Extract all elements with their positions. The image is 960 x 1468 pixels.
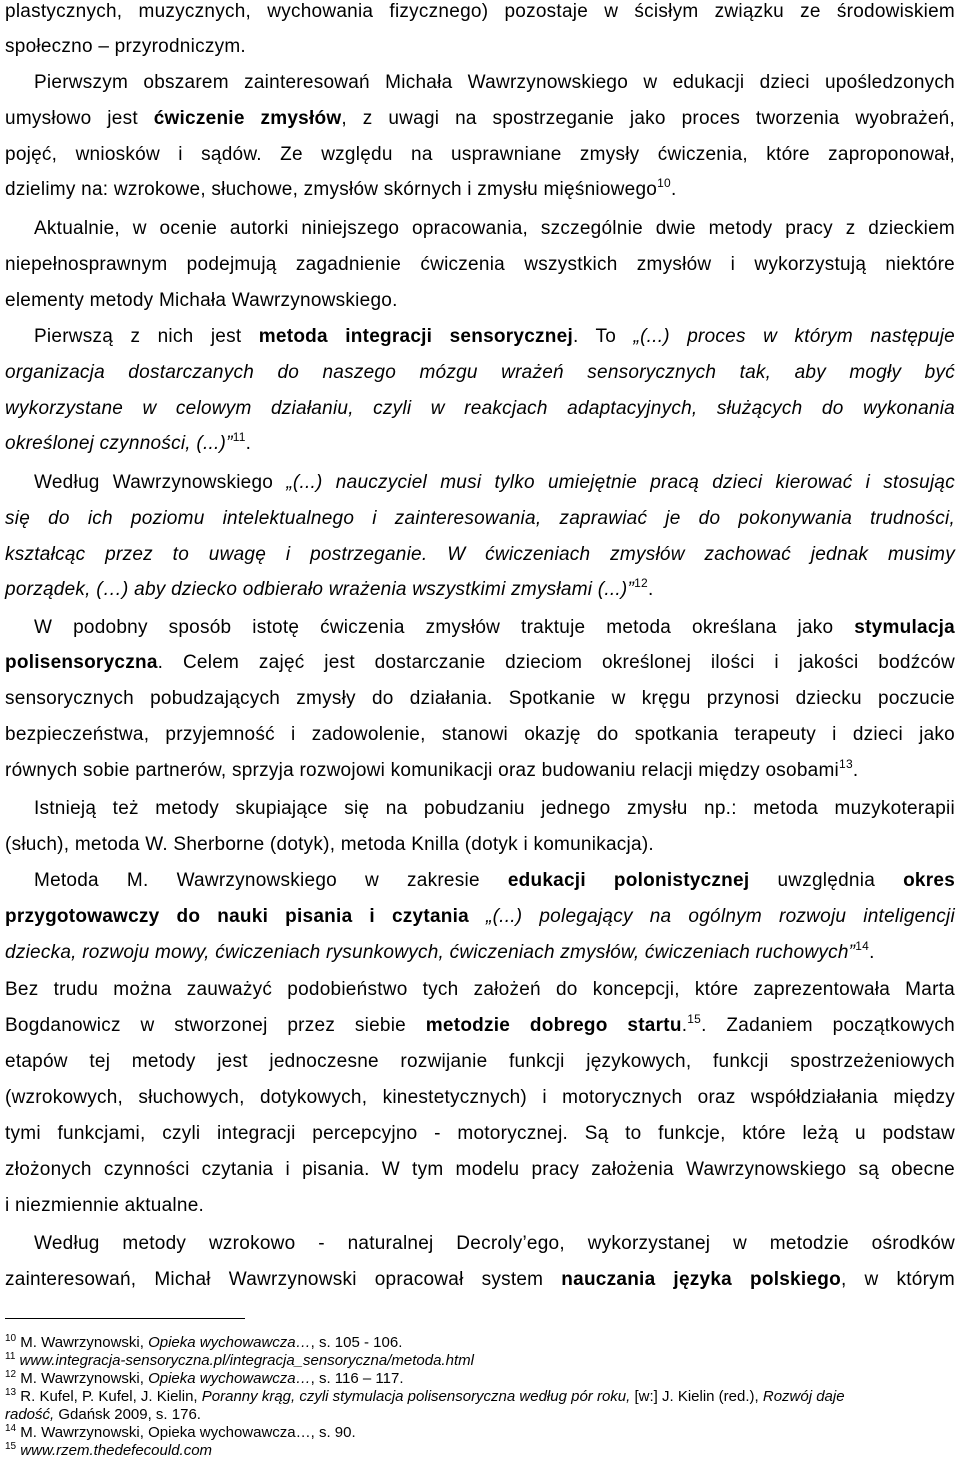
footnote-ref[interactable]: 15 bbox=[687, 1012, 702, 1026]
paragraph-senses-line-4 bbox=[5, 178, 955, 202]
text-run: . bbox=[647, 579, 654, 600]
paragraph-integration-line-1 bbox=[34, 325, 955, 349]
text-run: M. Wawrzynowski, bbox=[16, 1334, 149, 1351]
text-run: złożonych czynności czytania i pisania. W tym modelu pracy założenia Wawrzynowskiego są obecne bbox=[5, 1159, 955, 1180]
paragraph-polish-line-2 bbox=[5, 905, 955, 929]
text-run: [w:] J. Kielin (red.), bbox=[630, 1388, 763, 1405]
text-run: , z uwagi na spostrzeganie jako proces tworzenia wyobrażeń, bbox=[341, 108, 955, 129]
citation-title: Opieka wychowawcza… bbox=[148, 1334, 311, 1351]
footnote-link[interactable]: www.integracja-sensoryczna.pl/integracja_sensoryczna/metoda.html bbox=[15, 1352, 474, 1369]
text-run: (wzrokowych, słuchowych, dotykowych, kinestetycznych) i motorycznych oraz współdziałania między bbox=[5, 1087, 955, 1108]
quote-text: „(...) nauczyciel musi tylko umiejętnie pracą dzieci kierować i stosując bbox=[286, 472, 955, 493]
paragraph-author-line-1 bbox=[34, 217, 955, 241]
paragraph-decroly-line-2 bbox=[5, 1268, 955, 1292]
paragraph-teacher-line-1 bbox=[34, 471, 955, 495]
text-run: R. Kufel, P. Kufel, J. Kielin, bbox=[16, 1388, 202, 1405]
footnote-15 bbox=[5, 1442, 960, 1460]
footnote-ref[interactable]: 13 bbox=[839, 757, 853, 771]
text-run: . Zadaniem początkowych bbox=[701, 1015, 955, 1036]
footnote-ref[interactable]: 10 bbox=[657, 176, 671, 190]
text-run: Ze względu na usprawniane zmysły ćwiczenia, które zaproponował, bbox=[261, 144, 956, 165]
bold-term: metodzie dobrego startu bbox=[425, 1015, 682, 1036]
bold-term: przygotowawczy do nauki pisania i czytania bbox=[5, 906, 469, 927]
bold-term: polisensoryczna bbox=[5, 652, 158, 673]
paragraph-integration-line-4 bbox=[5, 432, 955, 456]
citation-title: Poranny krąg, czyli stymulacja polisensoryczna według pór roku, bbox=[201, 1388, 631, 1405]
text-run: zainteresowań, Michał Wawrzynowski opracował system bbox=[5, 1269, 562, 1290]
text-run: Metoda M. Wawrzynowskiego w zakresie bbox=[34, 870, 508, 891]
footnote-number: 11 bbox=[5, 1351, 16, 1362]
bold-term: nauczania języka polskiego bbox=[561, 1269, 841, 1290]
paragraph-author-line-3 bbox=[5, 289, 955, 313]
text-run: umysłowo jest bbox=[5, 108, 154, 129]
paragraph-polish-line-6 bbox=[5, 1050, 955, 1074]
quote-text: „(...) polegający na ogólnym rozwoju inteligencji bbox=[468, 906, 955, 927]
paragraph-single-sense-line-2 bbox=[5, 833, 955, 857]
paragraph-intro-line-1 bbox=[5, 0, 955, 24]
paragraph-teacher-line-3 bbox=[5, 543, 955, 567]
bold-term: edukacji polonistycznej bbox=[507, 870, 750, 891]
paragraph-teacher-line-2 bbox=[5, 507, 955, 531]
text-run: . bbox=[681, 1015, 688, 1036]
quote-text: „(...) proces w którym następuje bbox=[633, 326, 955, 347]
citation-title: radość, bbox=[5, 1406, 55, 1423]
text-run: Według metody wzrokowo - naturalnej Decroly’ego, wykorzystanej w metodzie ośrodków bbox=[34, 1233, 955, 1254]
paragraph-polish-line-7 bbox=[5, 1086, 955, 1110]
paragraph-polish-line-5 bbox=[5, 1014, 955, 1038]
bold-term: metoda integracji sensorycznej bbox=[258, 326, 573, 347]
text-run: . bbox=[852, 760, 859, 781]
text-run: elementy metody Michała Wawrzynowskiego. bbox=[5, 290, 398, 311]
text-run: Aktualnie, w ocenie autorki niniejszego opracowania, szczególnie dwie metody pracy z dzieckiem bbox=[34, 218, 955, 239]
text-run: . bbox=[670, 179, 677, 200]
quote-text: określonej czynności, (...)” bbox=[5, 433, 233, 454]
text-run: . To bbox=[572, 326, 634, 347]
footnote-number: 13 bbox=[5, 1387, 17, 1398]
footnote-11 bbox=[5, 1352, 960, 1370]
text-run: sensorycznych pobudzających zmysły do działania. Spotkanie w kręgu przynosi dziecku poczucie bbox=[5, 688, 955, 709]
text-run: i niezmiennie aktualne. bbox=[5, 1195, 205, 1216]
paragraph-polish-line-10 bbox=[5, 1194, 955, 1218]
text-run: plastycznych, muzycznych, wychowania fizycznego) pozostaje w ścisłym związku ze środowiskiem bbox=[5, 1, 955, 22]
quote-text: organizacja dostarczanych do naszego mózgu wrażeń sensorycznych tak, aby mogły być bbox=[5, 362, 955, 383]
paragraph-integration-line-2 bbox=[5, 361, 955, 385]
footnote-10 bbox=[5, 1334, 960, 1352]
text-run: niepełnosprawnym podejmują zagadnienie ćwiczenia wszystkich zmysłów i wykorzystują niektóre bbox=[5, 254, 955, 275]
text-run: . bbox=[869, 942, 875, 963]
paragraph-polysensory-line-3 bbox=[5, 687, 955, 711]
text-run: W podobny sposób istotę ćwiczenia zmysłów traktuje metoda określana jako bbox=[34, 617, 855, 638]
text-run: Pierwszą z nich jest bbox=[34, 326, 259, 347]
footnote-number: 14 bbox=[5, 1423, 17, 1434]
text-run: Według Wawrzynowskiego bbox=[34, 472, 287, 493]
paragraph-intro-line-2 bbox=[5, 35, 955, 59]
text-run: Bogdanowicz w stworzonej przez siebie bbox=[5, 1015, 426, 1036]
text-run: uwzględnia bbox=[749, 870, 904, 891]
quote-text: wykorzystane w celowym działaniu, czyli w reakcjach adaptacyjnych, służących do wykonania bbox=[5, 398, 955, 419]
bold-term: ćwiczenie zmysłów bbox=[153, 108, 342, 129]
quote-text: się do ich poziomu intelektualnego i zainteresowania, zaprawiać je do pokonywania trudności, bbox=[5, 508, 955, 529]
paragraph-teacher-line-4 bbox=[5, 578, 955, 602]
paragraph-author-line-2 bbox=[5, 253, 955, 277]
text-run: M. Wawrzynowski, bbox=[16, 1370, 149, 1387]
bold-term: stymulacja bbox=[854, 617, 955, 638]
text-run: . bbox=[245, 433, 252, 454]
footnote-number: 12 bbox=[5, 1369, 17, 1380]
citation-title: Opieka wychowawcza… bbox=[148, 1370, 311, 1387]
text-run: równych sobie partnerów, sprzyja rozwojowi komunikacji oraz budowaniu relacji między osobami bbox=[5, 760, 840, 781]
paragraph-polysensory-line-2 bbox=[5, 651, 955, 675]
text-run: Istnieją też metody skupiające się na pobudzaniu jednego zmysłu np.: metoda muzykoterapii bbox=[34, 798, 955, 819]
footnote-link[interactable]: www.rzem.thedefecould.com bbox=[16, 1442, 213, 1459]
citation-title: Rozwój daje bbox=[762, 1388, 845, 1405]
text-run: Pierwszym obszarem zainteresowań Michała Wawrzynowskiego w edukacji dzieci upośledzonych bbox=[34, 72, 955, 93]
footnote-14 bbox=[5, 1424, 960, 1442]
bold-term: okres bbox=[903, 870, 956, 891]
text-run: , s. 105 - 106. bbox=[310, 1334, 403, 1351]
footnote-ref[interactable]: 12 bbox=[634, 576, 648, 590]
footnote-ref[interactable]: 11 bbox=[232, 430, 246, 444]
paragraph-polish-line-8 bbox=[5, 1122, 955, 1146]
text-run: bezpieczeństwa, przyjemność i zadowolenie, stanowi okazję do spotkania terapeuty i dzieci jako bbox=[5, 724, 955, 745]
footnote-number: 10 bbox=[5, 1333, 17, 1344]
paragraph-senses-line-3 bbox=[5, 143, 955, 167]
text-run: Bez trudu można zauważyć podobieństwo tych założeń do koncepcji, które zaprezentowała Marta bbox=[5, 979, 955, 1000]
text-run: społeczno – przyrodniczym. bbox=[5, 36, 246, 57]
text-run: , s. 116 – 117. bbox=[310, 1370, 404, 1387]
footnote-13-continuation bbox=[5, 1406, 960, 1424]
paragraph-decroly-line-1 bbox=[34, 1232, 955, 1256]
paragraph-polysensory-line-4 bbox=[5, 723, 955, 747]
text-run: . Celem zajęć jest dostarczanie dzieciom określonej ilości i jakości bodźców bbox=[157, 652, 955, 673]
footnote-13 bbox=[5, 1388, 960, 1406]
paragraph-polish-line-3 bbox=[5, 941, 955, 965]
paragraph-polysensory-line-5 bbox=[5, 759, 955, 783]
paragraph-integration-line-3 bbox=[5, 397, 955, 421]
text-run: tymi funkcjami, czyli integracji percepcyjno - motorycznej. Są to funkcje, które leżą u podstaw bbox=[5, 1123, 955, 1144]
text-run: dzielimy na: wzrokowe, słuchowe, zmysłów skórnych i zmysłu mięśniowego bbox=[5, 179, 658, 200]
paragraph-single-sense-line-1 bbox=[34, 797, 955, 821]
footnote-12 bbox=[5, 1370, 960, 1388]
quote-text: dziecka, rozwoju mowy, ćwiczeniach rysunkowych, ćwiczeniach zmysłów, ćwiczeniach ruchowych” bbox=[5, 942, 856, 963]
text-run: (słuch), metoda W. Sherborne (dotyk), metoda Knilla (dotyk i komunikacja). bbox=[5, 834, 654, 855]
text-run: Gdańsk 2009, s. 176. bbox=[54, 1406, 201, 1423]
quote-text: porządek, (…) aby dziecko odbierało wrażenia wszystkimi zmysłami (...)” bbox=[5, 579, 635, 600]
text-run: pojęć, wniosków i sądów. bbox=[5, 144, 262, 165]
footnote-ref[interactable]: 14 bbox=[855, 939, 870, 953]
paragraph-senses-line-2 bbox=[5, 107, 955, 131]
footnote-separator bbox=[5, 1318, 245, 1319]
text-run: etapów tej metody jest jednoczesne rozwijanie funkcji językowych, funkcji spostrzeżeniowych bbox=[5, 1051, 955, 1072]
paragraph-senses-line-1 bbox=[34, 71, 955, 95]
paragraph-polish-line-9 bbox=[5, 1158, 955, 1182]
paragraph-polish-line-1 bbox=[34, 869, 955, 893]
paragraph-polysensory-line-1 bbox=[34, 616, 955, 640]
paragraph-polish-line-4 bbox=[5, 978, 955, 1002]
text-run: M. Wawrzynowski, Opieka wychowawcza…, s. 90. bbox=[16, 1424, 356, 1441]
quote-text: kształcąc przez to uwagę i postrzeganie. W ćwiczeniach zmysłów zachować jednak musimy bbox=[5, 544, 955, 565]
text-run: , w którym bbox=[840, 1269, 955, 1290]
footnote-number: 15 bbox=[5, 1441, 17, 1452]
